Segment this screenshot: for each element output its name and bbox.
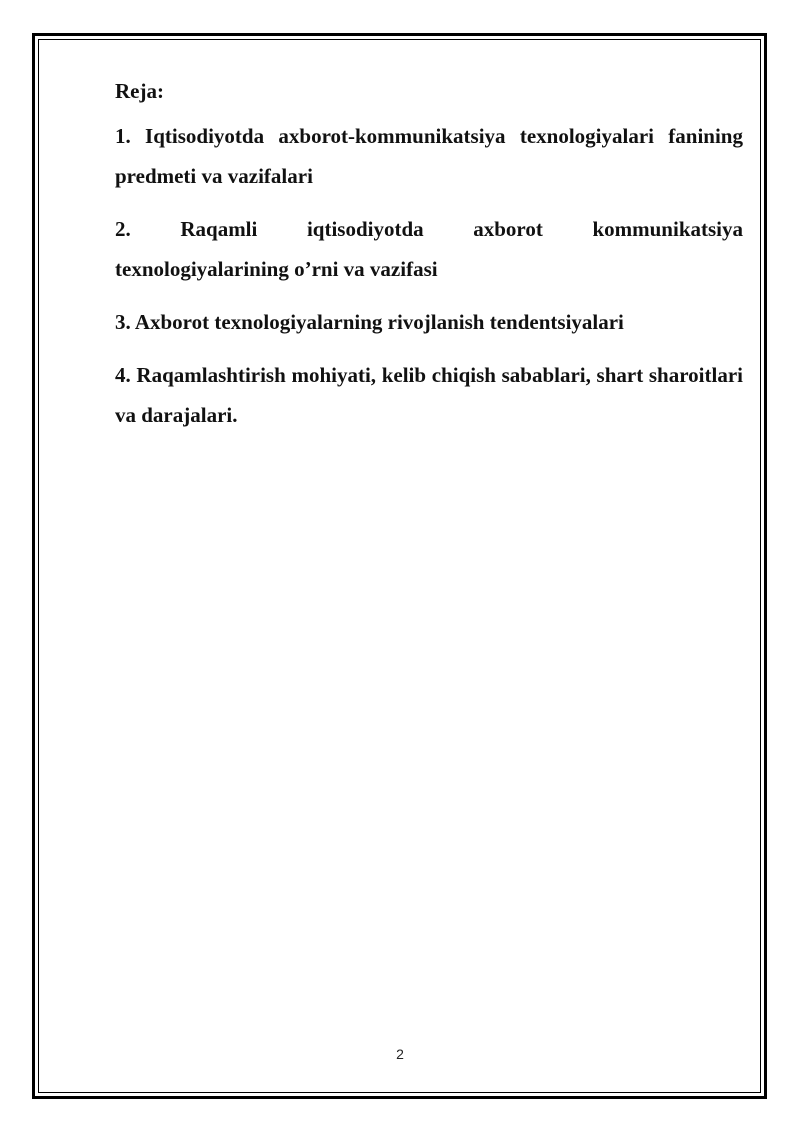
plan-list — [115, 116, 743, 435]
plan-item-2: 2. Raqamli iqtisodiyotda axborot kommunikatsiya texnologiyalarining o’rni va vazifasi — [115, 217, 743, 281]
plan-heading: Reja: — [115, 79, 164, 103]
plan-item-4: 4. Raqamlashtirish mohiyati, kelib chiqish sabablari, shart sharoitlari va darajalari. — [115, 363, 743, 427]
document-body — [115, 76, 743, 448]
plan-item-1: 1. Iqtisodiyotda axborot-kommunikatsiya texnologiyalari fanining predmeti va vazifalari — [115, 124, 743, 188]
plan-item-3: 3. Axborot texnologiyalarning rivojlanish tendentsiyalari — [115, 310, 624, 334]
page-number: 2 — [396, 1046, 404, 1062]
